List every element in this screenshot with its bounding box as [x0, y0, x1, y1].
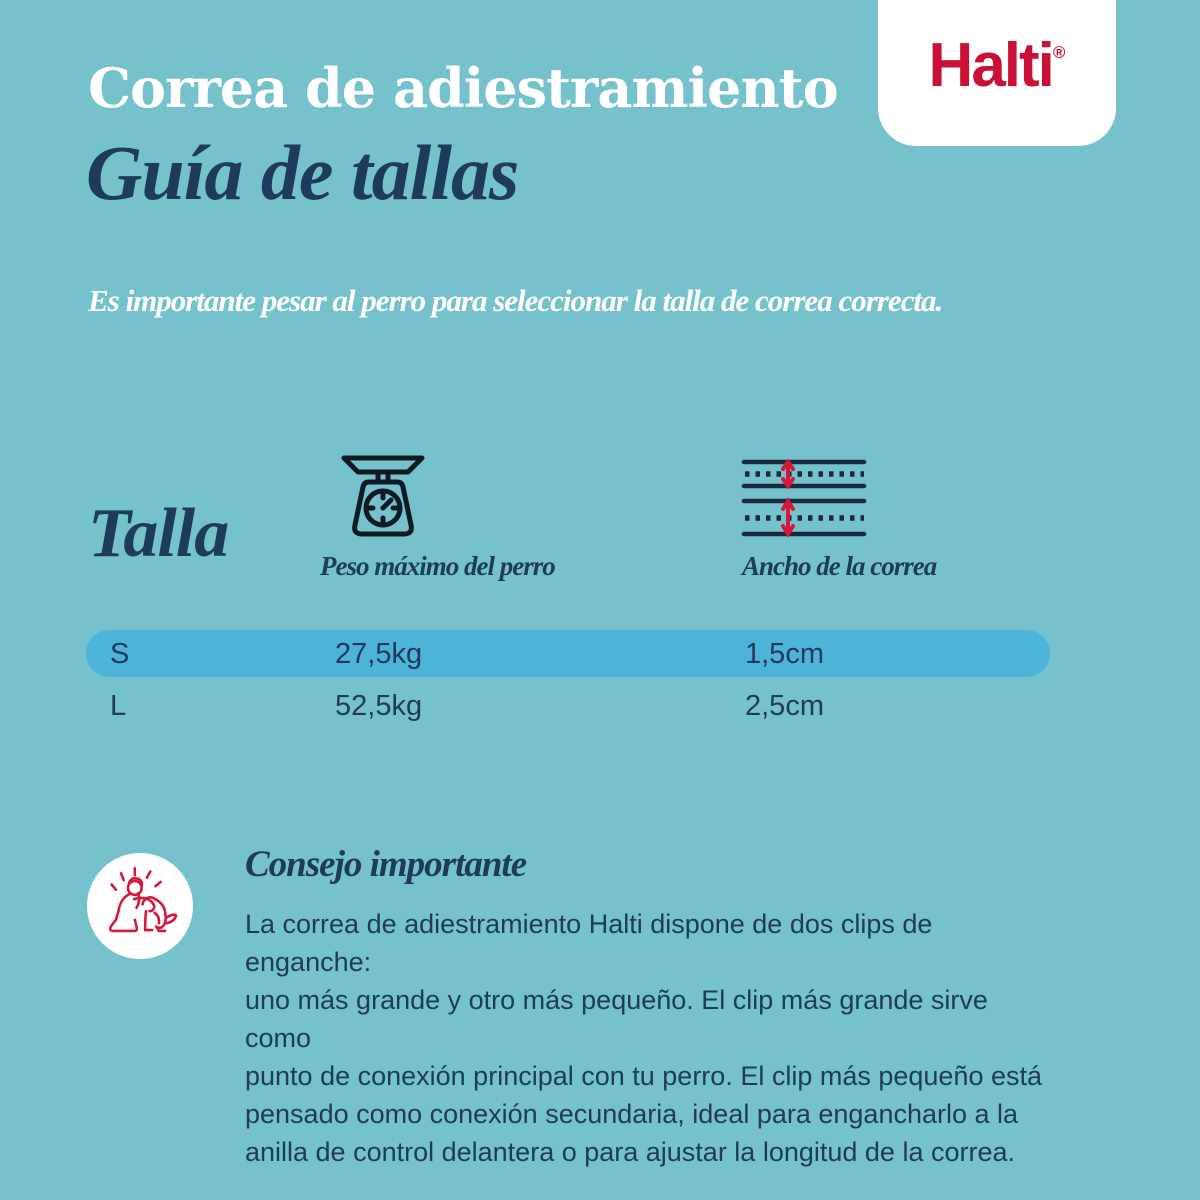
halti-logo-wordmark: Halti: [928, 31, 1053, 100]
tip-badge: [87, 853, 193, 959]
row-strap-width: 2,5cm: [745, 690, 824, 722]
intro-text: Es importante pesar al perro para seleccionar la talla de correa correcta.: [88, 283, 943, 318]
halti-logo-text: [928, 31, 1066, 100]
page-title: Correa de adiestramiento: [88, 56, 838, 120]
registered-trademark-icon: ®: [1052, 43, 1066, 62]
size-column-header: Talla: [88, 495, 229, 572]
tip-body-line: punto de conexión principal con tu perro. El clip más pequeño está: [245, 1061, 1043, 1091]
row-max-weight: 52,5kg: [335, 690, 423, 722]
tip-body: [245, 905, 1045, 1171]
page-subtitle: Guía de tallas: [86, 129, 519, 216]
table-row-l: [86, 682, 1050, 729]
row-size: S: [110, 638, 130, 670]
tip-body-line: anilla de control delantera o para ajustar la longitud de la correa.: [245, 1137, 1015, 1167]
person-hugging-dog-icon: [97, 863, 183, 949]
halti-logo: [878, 0, 1116, 146]
table-row-s: [86, 630, 1050, 677]
strap-width-column-header: Ancho de la correa: [742, 551, 937, 581]
row-size: L: [110, 690, 127, 722]
leash-width-icon: [741, 454, 867, 538]
row-strap-width: 1,5cm: [745, 638, 824, 670]
tip-body-line: La correa de adiestramiento Halti dispone de dos clips de enganche:: [245, 909, 933, 977]
row-max-weight: 27,5kg: [335, 638, 423, 670]
tip-body-line: uno más grande y otro más pequeño. El clip más grande sirve como: [245, 985, 988, 1053]
tip-body-line: pensado como conexión secundaria, ideal para engancharlo a la: [245, 1099, 1019, 1129]
tip-heading: Consejo importante: [245, 844, 527, 885]
max-weight-column-header: Peso máximo del perro: [320, 551, 555, 581]
scale-icon: [338, 453, 428, 539]
